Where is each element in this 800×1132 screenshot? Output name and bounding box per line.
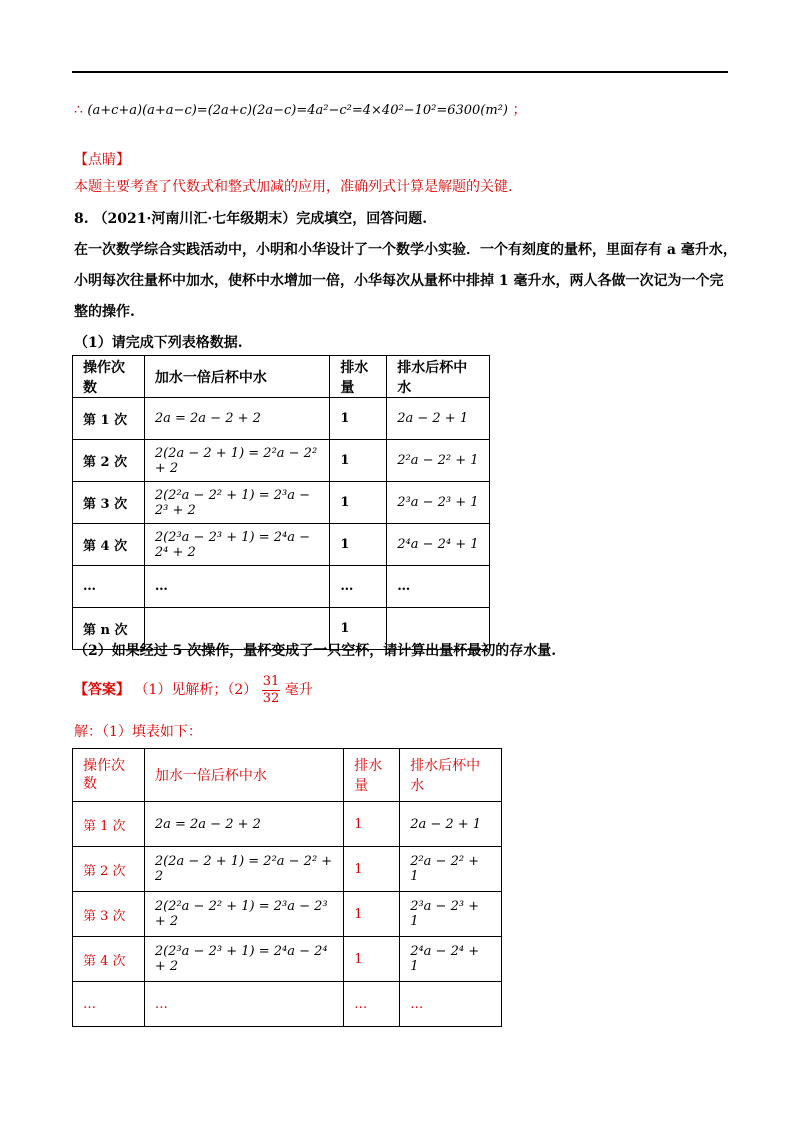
dianjing-heading: 【点睛】	[74, 152, 130, 168]
table-cell: 2⁴a − 2⁴ + 1	[387, 524, 490, 566]
table-row	[73, 982, 502, 1027]
table-cell: 1	[344, 802, 400, 847]
answer-label: 【答案】	[74, 682, 130, 698]
table-cell: 1	[330, 482, 387, 524]
problem-header	[74, 209, 427, 229]
table-cell: 2(2a − 2 + 1) = 2²a − 2² + 2	[144, 440, 329, 482]
table-cell: 2a = 2a − 2 + 2	[144, 802, 343, 847]
question-table	[72, 355, 490, 650]
header-cell: 排水量	[330, 356, 387, 398]
table-cell: 1	[344, 937, 400, 982]
table-cell: 2²a − 2² + 1	[400, 847, 502, 892]
problem-part-2: （2）如果经过 5 次操作，量杯变成了一只空杯，请计算出量杯最初的存水量.	[74, 643, 557, 659]
problem-line-3: 整的操作.	[74, 304, 135, 320]
table-cell: 1	[344, 847, 400, 892]
problem-source: （2021·河南川汇·七年级期末）完成填空，回答问题.	[93, 211, 428, 227]
solution-intro: 解：（1）填表如下：	[74, 724, 202, 740]
table-cell: 第 4 次	[73, 524, 145, 566]
table-header-row	[73, 749, 502, 802]
header-cell: 排水量	[344, 749, 400, 802]
problem-number: 8.	[74, 211, 89, 227]
table-cell: …	[330, 566, 387, 608]
table-row	[73, 440, 490, 482]
table-cell: 2a − 2 + 1	[400, 802, 502, 847]
table-cell: …	[387, 566, 490, 608]
table-cell: 2(2²a − 2² + 1) = 2³a − 2³ + 2	[144, 892, 343, 937]
formula-tail: ；	[512, 102, 527, 118]
table-cell: 2⁴a − 2⁴ + 1	[400, 937, 502, 982]
header-cell: 操作次数	[73, 749, 145, 802]
table-cell: 2a = 2a − 2 + 2	[144, 398, 329, 440]
table-cell: 2(2³a − 2³ + 1) = 2⁴a − 2⁴ + 2	[144, 524, 329, 566]
fraction-numerator: 31	[262, 673, 280, 689]
table-cell: …	[73, 982, 145, 1027]
table-cell: …	[144, 566, 329, 608]
top-formula	[74, 99, 526, 119]
answer-fraction	[262, 674, 281, 707]
problem-line-2: 小明每次往量杯中加水，使杯中水增加一倍，小华每次从量杯中排掉 1 毫升水，两人各做一次记为一个完	[74, 273, 724, 289]
table-cell: 2(2³a − 2³ + 1) = 2⁴a − 2⁴ + 2	[144, 937, 343, 982]
dianjing-text: 本题主要考查了代数式和整式加减的应用，准确列式计算是解题的关键.	[74, 179, 513, 195]
table-cell: 第 3 次	[73, 482, 145, 524]
table-cell: 第 n 次	[73, 608, 145, 650]
table-header-row	[73, 356, 490, 398]
table-row	[73, 482, 490, 524]
table-cell: …	[344, 982, 400, 1027]
table-row	[73, 398, 490, 440]
table-row	[73, 892, 502, 937]
table-cell: 第 1 次	[73, 398, 145, 440]
table-row	[73, 847, 502, 892]
answer-table	[72, 748, 502, 1027]
header-rule	[72, 71, 728, 73]
table-cell: 1	[330, 398, 387, 440]
table-cell: 2²a − 2² + 1	[387, 440, 490, 482]
problem-line-1: 在一次数学综合实践活动中，小明和小华设计了一个数学小实验．一个有刻度的量杯，里面存有 a 毫升水，	[74, 242, 737, 258]
table-row	[73, 566, 490, 608]
table-cell: 第 4 次	[73, 937, 145, 982]
table-cell: …	[400, 982, 502, 1027]
header-cell: 加水一倍后杯中水	[144, 356, 329, 398]
answer-unit: 毫升	[284, 682, 313, 698]
table-cell: …	[73, 566, 145, 608]
table-cell: 1	[344, 892, 400, 937]
table-cell: 2a − 2 + 1	[387, 398, 490, 440]
table-cell: 第 2 次	[73, 847, 145, 892]
table-row	[73, 937, 502, 982]
answer-text: （1）见解析；（2）	[134, 682, 258, 698]
table-cell: 2(2²a − 2² + 1) = 2³a − 2³ + 2	[144, 482, 329, 524]
table-cell: …	[144, 982, 343, 1027]
header-cell: 排水后杯中水	[400, 749, 502, 802]
header-cell: 操作次数	[73, 356, 145, 398]
answer-line	[74, 672, 313, 708]
table-cell: 2³a − 2³ + 1	[387, 482, 490, 524]
table-cell: 第 1 次	[73, 802, 145, 847]
table-cell: 第 3 次	[73, 892, 145, 937]
formula-expression: (a+c+a)(a+a−c)=(2a+c)(2a−c)=4a²−c²=4×40²−10²=6300(m²)	[87, 103, 508, 118]
table-cell: 第 2 次	[73, 440, 145, 482]
fraction-denominator: 32	[262, 690, 280, 706]
table-cell: 1	[330, 440, 387, 482]
therefore-symbol: ∴	[74, 102, 83, 118]
header-cell: 排水后杯中水	[387, 356, 490, 398]
table-cell: 2(2a − 2 + 1) = 2²a − 2² + 2	[144, 847, 343, 892]
table-cell: 1	[330, 524, 387, 566]
table-row	[73, 524, 490, 566]
table-cell: 2³a − 2³ + 1	[400, 892, 502, 937]
table-cell: 1	[330, 608, 387, 650]
header-cell: 加水一倍后杯中水	[144, 749, 343, 802]
table-row	[73, 802, 502, 847]
problem-part-1: （1）请完成下列表格数据.	[74, 335, 243, 351]
